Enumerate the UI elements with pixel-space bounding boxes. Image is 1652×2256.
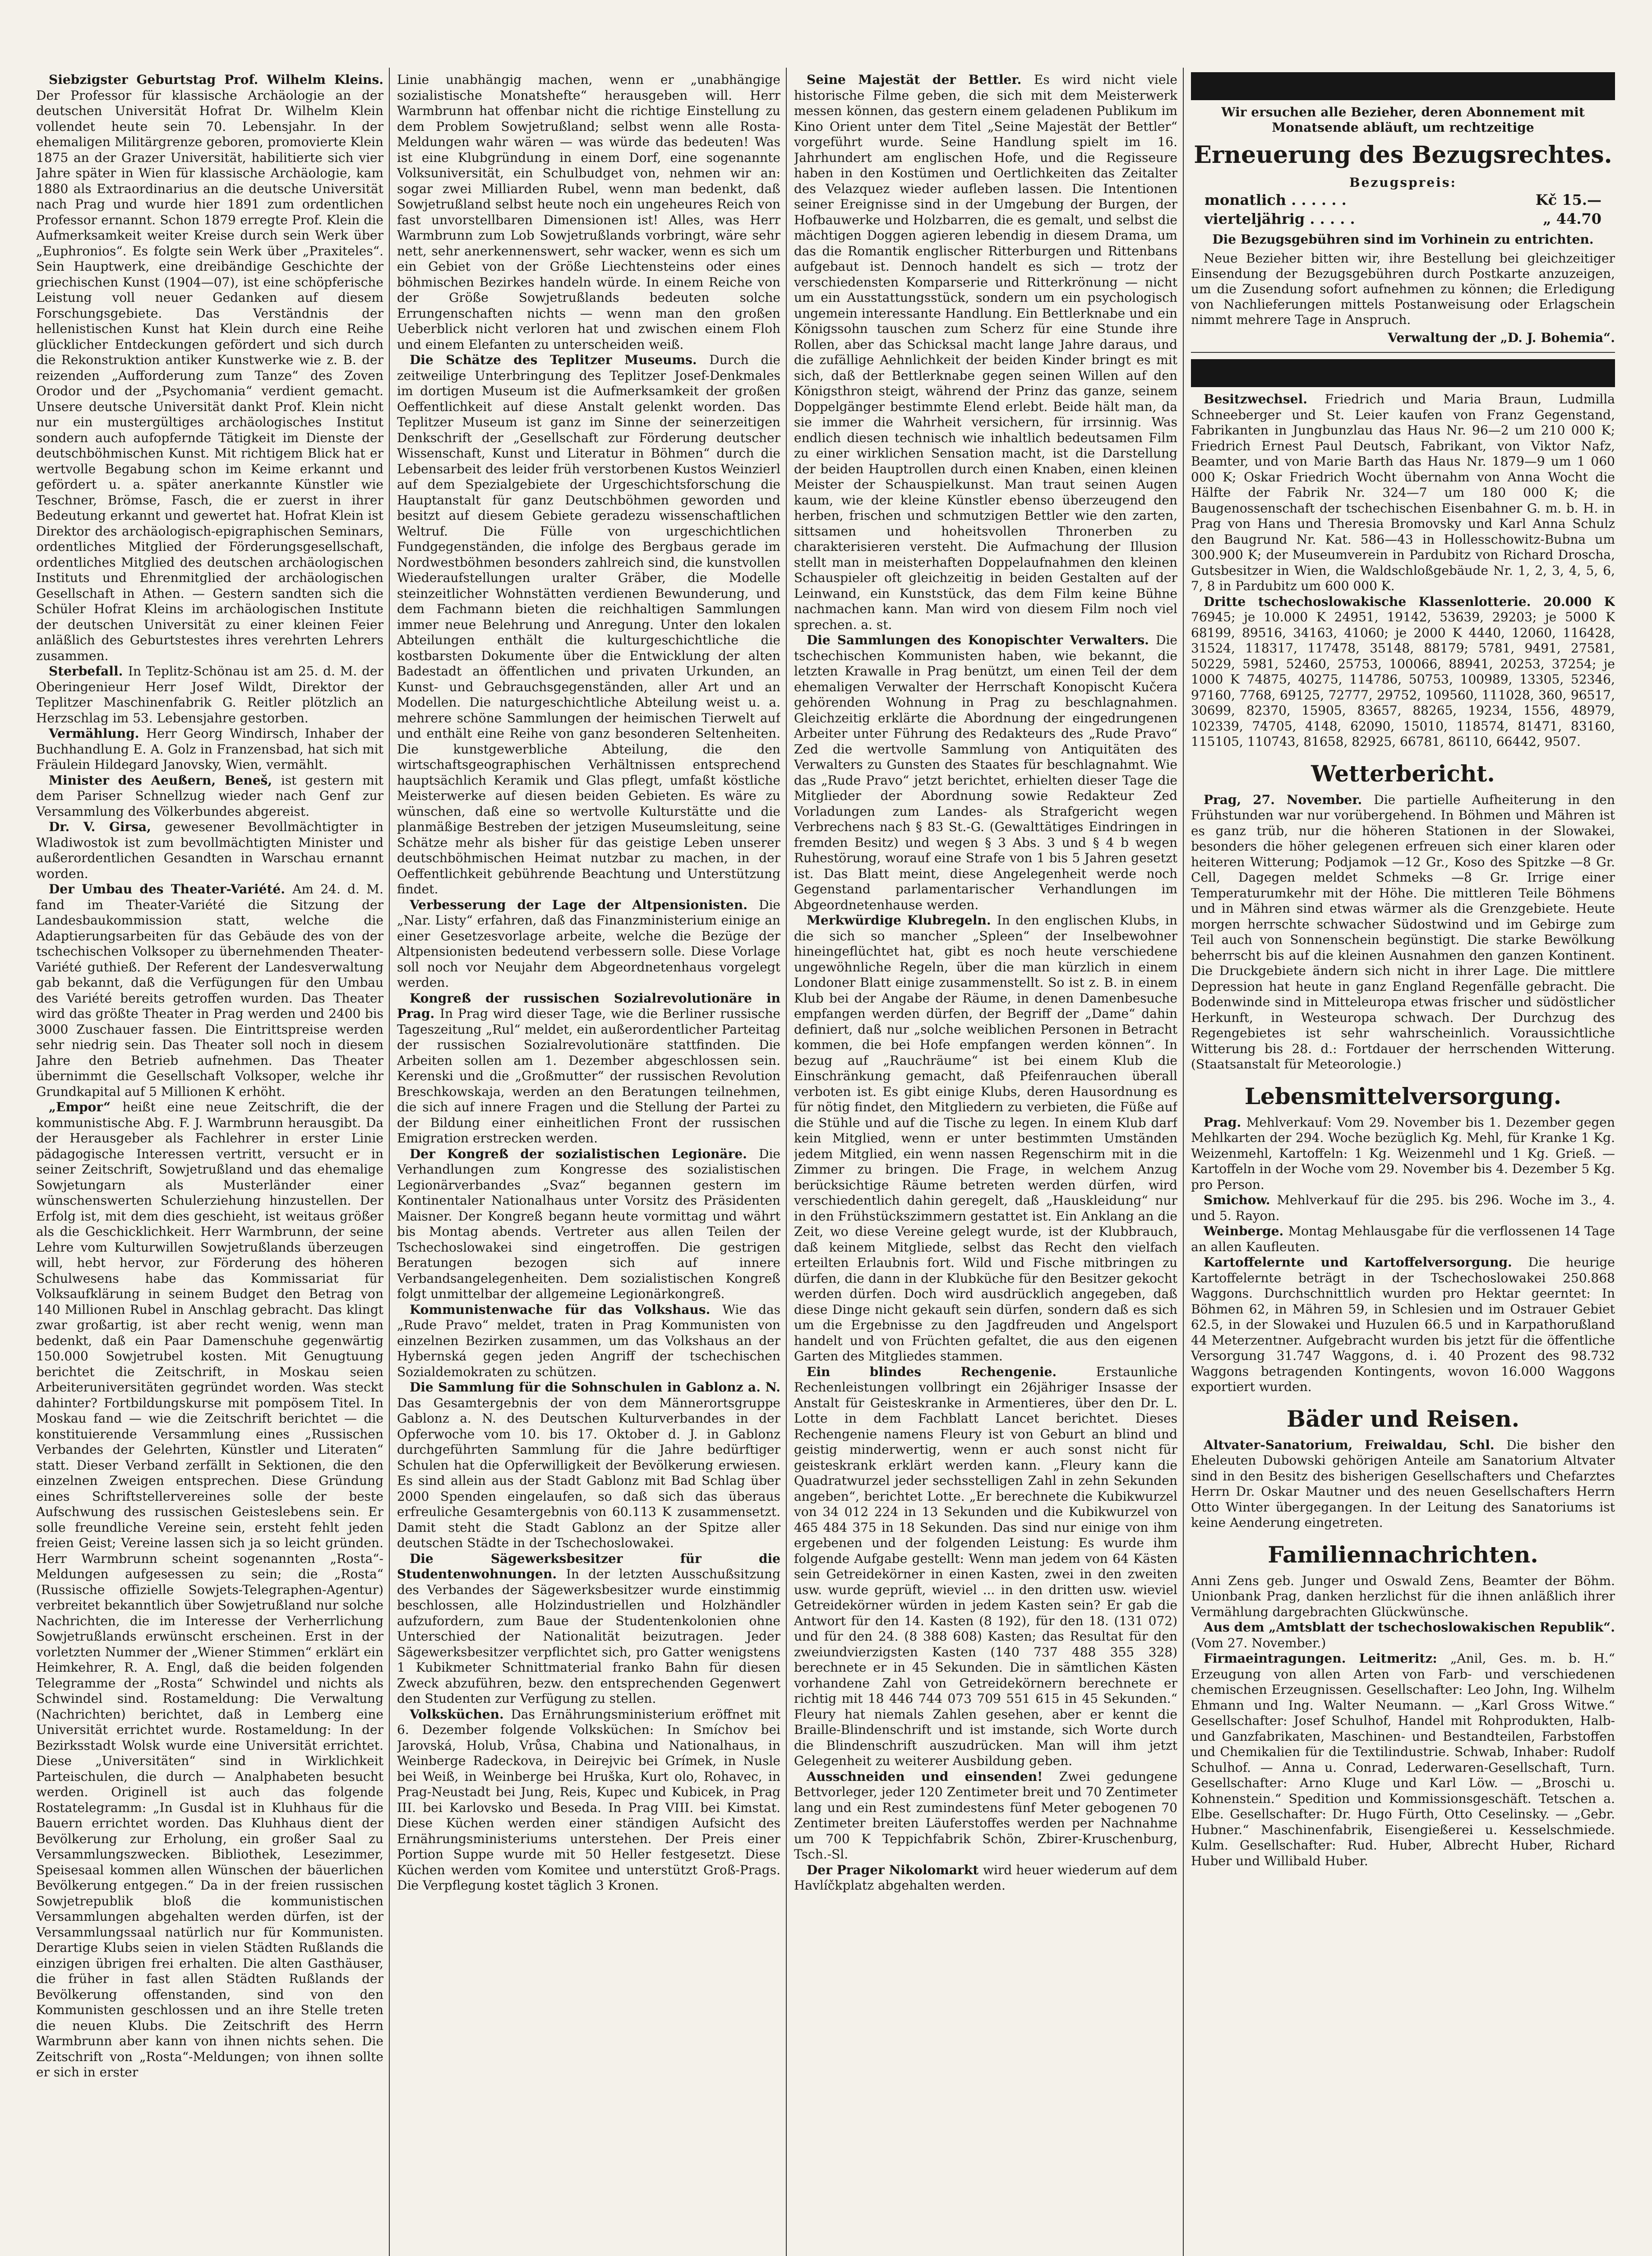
article-text: Wie das „Rude Pravo“ meldet, traten in Prag Kommunisten von einzelnen Bezirken zusammen, um das Volkshaus an der Hybernská gegen jeden Angriff der tschechischen Sozialdemokraten zu schützen.: [397, 1302, 780, 1379]
article-heading: Kommunistenwache für das Volkshaus.: [410, 1302, 723, 1317]
article-heading: Minister des Aeußern, Beneš,: [49, 772, 281, 788]
article-text: gewesener Bevollmächtigter in Wladiwostok ist zum bevollmächtigten Minister und außerordentlichen Gesandten in Warschau ernannt worden.: [36, 819, 383, 881]
article-text: Am 24. d. M. fand im Theater-Variété die Sitzung der Landesbaukommission statt, welche die Adaptierungsarbeiten für das Gebäude des von der tschechischen Volksoper zu übernehmenden Theater-Variété guthieß. Der Referent der Landesverwaltung gab bekannt, daß die Verfügungen für den Umbau des Variété bereits getroffen wurden. Das Theater wird das größte Theater in Prag werden und 2400 bis 3000 Zuschauer fassen. Die Eintrittspreise werden sehr niedrig sein. Das Theater soll noch in diesem Jahre den Betrieb aufnehmen. Das Theater übernimmt die Gesellschaft Volksoper, welche ihr Grundkapital auf 5 Millionen K erhöht.: [36, 882, 383, 1099]
article-text: wird heuer wiederum auf dem Havlíčkplatz abgehalten werden.: [794, 1862, 1177, 1893]
divider: [1191, 352, 1615, 353]
article-text: Die bisher den Eheleuten Dubowski gehörigen Anteile am Sanatorium Altvater sind in den Besitz des bisherigen Gesellschafters und Chefarztes Herrn Dr. Oskar Mautner und des neuen Gesellschafters Herrn Otto Winter übergegangen. In der Leitung des Sanatoriums ist keine Aenderung eingetreten.: [1191, 1437, 1615, 1530]
column-1: [36, 72, 383, 2256]
article-heading: Smichow.: [1204, 1193, 1277, 1207]
article-text: Zwei gedungene Bettvorleger, jeder 120 Zentimeter breit und 70 Zentimeter lang und ein Rest zumindestens fünf Meter gebogenen 70 Zentimeter breiten Läuferstoffes werden per Nachnahme um 700 K Teppichfabrik Schön, Zbirer-Kruschenburg, Tsch.-Sl.: [794, 1769, 1177, 1862]
article: [1191, 1573, 1615, 1620]
column-4-sections: [1191, 392, 1615, 1869]
article: [1191, 594, 1615, 750]
article: [397, 352, 780, 897]
notice-prepay: Die Bezugsgebühren sind im Vorhinein zu entrichten.: [1212, 232, 1594, 247]
article-text: In den englischen Klubs, in die sich so mancher „Spleen“ der Inselbewohner hineingeflüchtet hat, gibt es noch heute verschiedene ungewöhnliche Regeln, über die man kürzlich in einem Londoner Blatt einige zusammenstellt. So ist z. B. in einem Klub bei der Angabe der Räume, in denen Damenbesuche empfangen werden dürfen, der Begriff der „Dame“ dahin definiert, daß nur „solche weiblichen Personen in Betracht kommen, die bei Hofe empfangen werden können“. In bezug auf „Rauchräume“ ist bei einem Klub die Einschränkung gemacht, daß Pfeifenrauchen überall verboten ist. Es gibt einige Klubs, deren Hausordnung es für nötig findet, den Mitgliedern zu verbieten, die Füße auf die Stühle und auf die Tische zu legen. In einem Klub darf kein Mitglied, wenn er unter bestimmten Umständen jedem Mitglied, ein wenn nassen Regenschirm mit in die Zimmer zu bringen. Die Frage, in welchem Anzug berücksichtige Räume betreten werden dürfen, wird verschiedentlich dahin geregelt, daß „Hauskleidung“ nur in den Frühstückszimmern gestattet ist. Ein Anklang an die Zeit, wo diese Vereine gelegt wurde, ist der Klubbrauch, daß keinem Mitgliede, selbst das Recht den vielfach erteilten Erlaubnis fort. Wild und Fische mitbringen zu dürfen, die dann in der Klubküche für den Besitzer gekocht werden dürfen. Doch wird ausdrücklich angegeben, daß diese Dinge nicht gekauft sein dürfen, sondern daß es sich um die Ergebnisse zu den Jagdfreuden und Angelsport handelt und von Früchten gefaltet, die aus den eigenen Garten des Mitgliedes stammen.: [794, 913, 1177, 1364]
article-heading: Der Umbau des Theater-Variété.: [49, 882, 293, 897]
column-3: [794, 72, 1177, 2256]
article-text: Herr Georg Windirsch, Inhaber der Buchhandlung E. A. Golz in Franzensbad, hat sich mit Fräulein Hildegard Janovsky, Wien, vermählt.: [36, 726, 383, 772]
section-heading: Bäder und Reisen.: [1286, 1405, 1520, 1432]
section-heading: Wetterbericht.: [1311, 760, 1495, 787]
notice-title: Erneuerung des Bezugsrechtes.: [1194, 141, 1612, 169]
price-label: Bezugspreis:: [1349, 175, 1457, 190]
article-heading: „Empor“: [49, 1100, 123, 1114]
column-2: [397, 72, 780, 2256]
article-text: Durch die zeitweilige Unterbringung des Teplitzer Josef-Denkmales im dortigen Museum ist die Aufmerksamkeit der großen Oeffentlichkeit auf diese Anstalt gelenkt worden. Das Teplitzer Museum ist ganz im Sinne der seinerzeitigen Denkschrift der „Gesellschaft zur Förderung deutscher Wissenschaft, Kunst und Literatur in Böhmen“ durch die Lebensarbeit des leider früh verstorbenen Kustos Weinzierl auf dem Spezialgebiete der Urgeschichtsforschung die Hauptanstalt für ganz Deutschböhmen geworden und besitzt auf diesem Gebiete geradezu wissenschaftlichen Weltruf. Die Fülle von urgeschichtlichen Fundgegenständen, die infolge des Bergbaus gerade im Nordwestböhmen besonders zahlreich sind, die kunstvollen Wiederaufstellungen uralter Gräber, die Modelle steinzeitlicher Wohnstätten verdienen Bewunderung, und dem Fachmann bieten die reichhaltigen Sammlungen immer neue Belehrung und Anregung. Unter den lokalen Abteilungen enthält die kulturgeschichtliche die kostbarsten Dokumente über die Entwicklung der alten Badestadt an öffentlichen und privaten Urkunden, an Kunst- und Gebrauchsgegenständen, aller Art und an Modellen. Die naturgeschichtliche Abteilung weist u. a. mehrere schöne Sammlungen der heimischen Tierwelt auf und enthält eine Reihe von ganz besonderen Seltenheiten. Die kunstgewerbliche Abteilung, die den wirtschaftsgeographischen Verhältnissen entsprechend hauptsächlich Keramik und Glas pflegt, umfaßt köstliche Meisterwerke auf diesen beiden Gebieten. Es wäre zu wünschen, daß eine so wertvolle Kulturstätte und die planmäßige Bestreben der jetzigen Museumsleitung, seine Schätze mehr als bisher für das geistige Leben unserer deutschböhmischen Heimat nutzbar zu machen, in der Oeffentlichkeit gebührende Beachtung und Unterstützung findet.: [397, 352, 780, 897]
article-text: Friedrich und Maria Braun, Ludmilla Schneeberger und St. Leier kaufen von Franz Gegenstand, Fabrikanten in Jungbunzlau das Haus Nr. 96—2 um 210 000 K; Friedrich Ernest Paul Deutsch, Fabrikant, von Viktor Nafz, Beamter, und von Marie Barth das Haus Nr. 1879—9 um 1 060 000 K; Oskar Friedrich Wocht übernahm von Anna Wocht die Hälfte der Fabrik Nr. 324—7 um 180 000 K; die Baugenossenschaft der tschechischen Eisenbahner G. m. b. H. in Prag von Hans und Theresia Bromovsky und Karl Anna Schulz den Baugrund Nr. Kat. 586—43 in Hollesschowitz-Bubna um 300.900 K; der Museumverein in Pardubitz von Richard Droscha, Gutsbesitzer in Wien, die Waldschloßgebäude Nr. 1, 2, 3, 4, 5, 6, 7, 8 in Pardubitz um 600 000 K.: [1191, 392, 1615, 593]
article-text: In Prag wird dieser Tage, wie die Berliner russische Tageszeitung „Rul“ meldet, ein außerordentlicher Parteitag der russischen Sozialrevolutionäre stattfinden. Die Arbeiten sollen am 1. Dezember abgeschlossen sein. Kerenski und die „Großmutter“ der russischen Revolution Breschkowskaja, werden an den Beratungen teilnehmen, die sich auf innere Fragen und die Stellung der Partei zu der Bildung einer einheitlichen Front der russischen Emigration erstrecken werden.: [397, 1006, 780, 1146]
black-bar: [1191, 359, 1615, 387]
article: [397, 991, 780, 1146]
article-heading: Altvater-Sanatorium, Freiwaldau, Schl.: [1204, 1437, 1507, 1452]
black-bar: [1191, 72, 1615, 100]
article-heading: Dr. V. Girsa,: [49, 819, 165, 834]
article-text: ist gestern mit dem Pariser Schnellzug wieder nach Genf zur Versammlung des Völkerbundes abgereist.: [36, 772, 383, 819]
article-text: Montag Mehlausgabe für die verflossenen 14 Tage an allen Kaufleuten.: [1191, 1224, 1615, 1254]
article-text: Erstaunliche Rechenleistungen vollbringt ein 26jähriger Insasse der Anstalt für Geisteskranke in Armentieres, über den Dr. L. Lotte in dem Fachblatt Lancet berichtet. Dieses Rechengenie namens Fleury ist von Geburt an blind und geistig minderwertig, wenn er auch sonst nicht für geisteskrank erklärt werden kann. „Fleury kann die Quadratwurzel jeder sechsstelligen Zahl in zehn Sekunden angeben“, berichtet Lotte. „Er berechnete die Kubikwurzel von 34 012 224 in 13 Sekunden und die Kubikwurzel von 465 484 375 in 18 Sekunden. Das sind nur einige von ihm ergebenen und der folgenden Leistung: Es wurde ihm folgende Aufgabe gestellt: Wenn man jedem von 64 Kästen sein Getreidekörner in einen Kasten, zwei in den zweiten usw. wurde geprüft, wieviel ... in den dritten usw. wieviel Getreidekörner würden in jedem Kasten sein? Er gab die Antwort für den 14. Kasten (8 192), für den 18. (131 072) und für den 24. (8 388 608) Kasten; das Resultat für den zweiundvierzigsten Kasten (140 737 488 355 328) berechnete er in 45 Sekunden. Die in sämtlichen Kästen vorhandene Zahl von Getreidekörnern berechnete er richtig mit 18 446 744 073 709 551 615 in 45 Sekunden.“ Fleury hat niemals Zahlen gesehen, aber er kennt die Braille-Blindenschrift und ist imstande, sich Worte durch die Blindenschrift auszudrücken. Man will ihm jetzt Gelegenheit zu weiterer Ausbildung geben.: [794, 1364, 1177, 1768]
article: [1191, 1620, 1615, 1651]
article: [1191, 1651, 1615, 1869]
article-text: Der Professor für klassische Archäologie an der deutschen Universität Hofrat Dr. Wilhelm Klein vollendet heute sein 70. Lebensjahr. In der ehemaligen Militärgrenze geboren, promovierte Klein 1875 an der Grazer Universität, habilitierte sich vier Jahre später in Wien für klassische Archäologie, kam 1880 als Extraordinarius an die deutsche Universität nach Prag und wurde hier 1891 zum ordentlichen Professor ernannt. Schon 1879 erregte Prof. Klein die Aufmerksamkeit weiter Kreise durch sein Werk über „Euphronios“. Es folgte sein Werk über „Praxiteles“. Sein Hauptwerk, eine dreibändige Geschichte der griechischen Kunst (1904—07), ist eine schöpferische Leistung voll neuer Gedanken auf diesem Forschungsgebiete. Das Verständnis der hellenistischen Kunst hat Klein durch eine Reihe glücklicher Entdeckungen gefördert und sich durch die Rekonstruktion antiker Kunstwerke wie z. B. der reizenden „Aufforderung zum Tanze“ des Zoven Orodor und der „Psychomania“ verdient gemacht. Unsere deutsche Universität dankt Prof. Klein nicht nur ein mustergültiges archäologisches Institut sondern auch aufopfernde Tätigkeit im Dienste der deutschböhmischen Kunst. Mit richtigem Blick hat er wertvolle Begabung schon im Keime erkannt und gefördert u. a. später anerkannte Künstler wie Teschner, Brömse, Fasch, die er zuerst in ihrer Bedeutung erkannt und gewertet hat. Hofrat Klein ist Direktor des archäologisch-epigraphischen Seminars, ordentliches Mitglied der Förderungsgesellschaft, ordentliches Mitglied des deutschen archäologischen Instituts und Ehrenmitglied der archäologischen Gesellschaft in Athen. — Gestern sandten sich die Schüler Hofrat Kleins im archäologischen Institute der deutschen Universität zu einer kleinen Feier anläßlich des Geburtstestes ihres verehrten Lehrers zusammen.: [36, 88, 383, 663]
article-text: Anni Zens geb. Junger und Oswald Zens, Beamter der Böhm. Unionbank Prag, danken herzlichst für die ihnen anläßlich ihrer Vermählung dargebrachten Glückwünsche.: [1191, 1573, 1615, 1619]
price-row-label: monatlich . . . . . .: [1204, 191, 1347, 208]
article-heading: Siebzigster Geburtstag Prof. Wilhelm Kleins.: [49, 72, 383, 87]
article: [1191, 792, 1615, 1073]
article-text: Linie unabhängig machen, wenn er „unabhängige sozialistische Monatshefte“ herausgeben will. Herr Warmbrunn hat offenbar nicht die richtige Einstellung zu dem Problem Sowjetrußland; selbst wenn alle Rosta-Meldungen wahr wären — was würde das bedeuten! Was ist eine Klubgründung in einem Dorf, eine sogenannte Volksuniversität, ein Schulbudget von, nehmen wir an: sogar zwei Milliarden Rubel, wenn man bedenkt, daß Sowjetrußland selbst heute noch ein ungeheures Reich von fast unvorstellbaren Dimensionen ist! Alles, was Herr Warmbrunn zum Lob Sowjetrußlands vorbringt, wäre sehr nett, sehr anerkennenswert, sehr wacker, wenn es sich um ein Gebiet von der Größe Liechtensteins oder eines böhmischen Bezirkes handeln würde. In einem Reiche von der Größe Sowjetrußlands bedeuten solche Errungenschaften nichts — wenn man den großen Ueberblick nicht verloren hat und zwischen einem Floh und einem Elefanten zu unterscheiden weiß.: [397, 72, 780, 352]
article-heading: Die Sägewerksbesitzer für die Studentenwohnungen.: [397, 1551, 780, 1581]
article-text: Die Verhandlungen zum Kongresse des sozialistischen Legionärverbandes „Svaz“ begannen gestern im Kontinentaler Nationalhaus unter Vorsitz des Präsidenten Maisner. Der Kongreß begann heute vormittag und währt bis Montag abends. Vertreter aus allen Teilen der Tschechoslowakei sind eingetroffen. Die gestrigen Beratungen bezogen sich auf innere Verbandsangelegenheiten. Dem sozialistischen Kongreß folgt unmittelbar der allgemeine Legionärkongreß.: [397, 1146, 780, 1301]
subscription-notice: [1191, 105, 1615, 346]
article-heading: Vermählung.: [49, 726, 147, 741]
article: [397, 1146, 780, 1302]
price-row-value: „ 44.70: [1543, 210, 1601, 227]
article-heading: Verbesserung der Lage der Altpensionisten.: [410, 897, 759, 912]
article-heading: Prag.: [1204, 1114, 1246, 1130]
article-text: Das Gesamtergebnis der von dem Männerortsgruppe Gablonz a. N. des Deutschen Kulturverbandes in der Opferwoche vom 10. bis 17. Oktober d. J. in Gablonz durchgeführten Sammlung für die Jahre bedürftiger Schulen hat die Opferwilligkeit der Bevölkerung erwiesen. Es sind allein aus der Stadt Gablonz mit Bad Schlag über 2000 Spenden eingelaufen, so daß sich das überaus erfreuliche Gesamtergebnis von 60.113 K zusammensetzt. Damit steht die Stadt Gablonz an der Spitze aller deutschen Städte in der Tschechoslowakei.: [397, 1395, 780, 1550]
article-text: Es wird nicht viele historische Filme geben, die sich mit dem Meisterwerk messen können, das gestern einem geladenen Publikum im Kino Orient unter dem Titel „Seine Majestät der Bettler“ vorgeführt wurde. Seine Handlung spielt im 16. Jahrhundert am englischen Hofe, und die Regisseure haben in den Kostümen und Oertlichkeiten das Zeitalter des Velazquez wieder aufleben lassen. Die Intentionen seiner Ereignisse sind in der Umgebung der Burgen, der Hofbauwerke und Holzbarren, die es gemalt, und selbst die mächtigen Doggen agieren lebendig in diesem Drama, um das die Romantik englischer Ritterburgen und Rittenbans aufgebaut ist. Dennoch handelt es sich — trotz der verschiedensten Komparserie und Ritterkrönung — nicht um ein Ausstattungsstück, sondern um ein psychologisch ungemein interessante Handlung. Ein Bettlerknabe und ein Königssohn tauschen zum Scherz für eine Stunde ihre Rollen, aber das Schicksal macht lange Jahre daraus, und die zufällige Aehnlichkeit der beiden Kinder bringt es mit sich, daß der Bettlerknabe gegen seinen Willen auf den Königsthron steigt, während der Prinz das ganze, seinem Doppelgänger bestimmte Elend erlebt. Beide hält man, da sie immer die Wahrheit versichern, für irrsinnig. Was endlich diesen technisch wie inhaltlich bedeutsamen Film zu einer wirklichen Sensation macht, ist die Darstellung der beiden Hauptrollen durch einen Knaben, einen kleinen Meister der Schauspielkunst. Man traut seinen Augen kaum, wie der kleine Künstler ebenso überzeugend den herben, frischen und schmutzigen Bettler wie den zarten, sittsamen und hoheitsvollen Thronerben zu charakterisieren versteht. Die Aufmachung der Illusion stellt man in meisterhaften Doppelaufnahmen den kleinen Schauspieler oft gleichzeitig in beiden Gestalten auf der Leinwand, ein Kunststück, das dem Film keine Bühne nachmachen kann. Man wird von diesem Film noch viel sprechen. a. st.: [794, 72, 1177, 632]
article-heading: Ein blindes Rechengenie.: [807, 1364, 1096, 1379]
article-text: Mehlverkauf für die 295. bis 296. Woche im 3., 4. und 5. Rayon.: [1191, 1193, 1615, 1223]
article-text: In der letzten Ausschußsitzung des Verbandes der Sägewerksbesitzer wurde einstimmig beschlossen, alle Holzindustriellen und Holzhändler aufzufordern, zum Baue der Studentenkolonien ohne Unterschied der Nationalität beizutragen. Jeder Sägewerksbesitzer verpflichtet sich, pro Gatter wenigstens 1 Kubikmeter Schnittmaterial franko Bahn für diesen Zweck abzuführen, bezw. den entsprechenden Gegenwert den Studenten zur Verfügung zu stellen.: [397, 1567, 780, 1706]
article: [397, 1380, 780, 1551]
column-rule: [1183, 68, 1184, 2256]
article-text: Die heurige Kartoffelernte beträgt in der Tschechoslowakei 250.868 Waggons. Durchschnittlich wurden pro Hektar geerntet: In Böhmen 62, in Mähren 59, in Schlesien und im Ostrauer Gebiet 62.5, in der Slowakei und Huzulen 66.5 und in Karpathorußland 44 Meterzentner. Aufgebracht wurden bis jetzt für die öffentliche Versorgung 31.747 Waggons, d. i. 40 Prozent des 98.732 Waggons betragenden Kontingents, wovon 16.000 Waggons exportiert wurden.: [1191, 1255, 1615, 1394]
price-row-quarterly: [1191, 209, 1615, 228]
article-heading: Volksküchen.: [410, 1706, 511, 1722]
notice-signature: Verwaltung der „D. J. Bohemia“.: [1388, 330, 1615, 345]
article: [1191, 1438, 1615, 1531]
article: [1191, 392, 1615, 594]
price-row-label: vierteljährig . . . . .: [1204, 210, 1355, 227]
article: [36, 1100, 383, 2080]
article-heading: Der Kongreß der sozialistischen Legionäre.: [410, 1146, 759, 1161]
price-row-monthly: [1191, 190, 1615, 209]
article: [397, 1707, 780, 1894]
article: [794, 913, 1177, 1364]
article-text: Das Ernährungsministerium eröffnet mit 6. Dezember folgende Volksküchen: In Smíchov bei Jarovská, Holub, Vrůsa, Chabina und Nationalhaus, in Weinberge Radeckova, in Deirejvic bei Grímek, in Nusle bei Weiß, in Weinberge bei Hruška, Kurt olo, Rohavec, in Prag-Neustadt bei Jung, Reis, Kupec und Kubicek, in Prag III. bei Karlovsko und Beseda. In Prag VIII. bei Kimstat. Diese Küchen werden einer ständigen Aufsicht des Ernährungsministeriums unterstehen. Der Preis einer Portion Suppe wurde mit 50 Heller festgesetzt. Diese Küchen werden vom Komitee und unterstützt Groß-Prags. Die Verpflegung kostet täglich 3 Kronen.: [397, 1706, 780, 1893]
article: [397, 1302, 780, 1380]
article-heading: Kartoffelernte und Kartoffelversorgung.: [1204, 1255, 1528, 1270]
article: [397, 1551, 780, 1707]
article: [1191, 1255, 1615, 1395]
article: [794, 1364, 1177, 1769]
article-text: In Teplitz-Schönau ist am 25. d. M. der Oberingenieur Herr Josef Wildt, Direktor der Teplitzer Maschinenfabrik G. Reitler plötzlich an Herzschlag im 53. Lebensjahre gestorben.: [36, 664, 383, 726]
article: [36, 664, 383, 726]
section-heading: Lebensmittelversorgung.: [1244, 1082, 1562, 1110]
article-heading: Aus dem „Amtsblatt der tschechoslowakischen Republik“.: [1204, 1620, 1615, 1635]
article-heading: Ausschneiden und einsenden!: [807, 1769, 1059, 1784]
column-rule: [389, 68, 390, 2256]
article-text: Die partielle Aufheiterung in den Frühstunden war nur vorübergehend. In Böhmen und Mähren ist es ganz trüb, nur die höheren Stationen in der Slowakei, besonders die höher gelegenen erfreuen sich einer klaren oder heiteren Witterung; Podjamok —12 Gr., Koso des Spitzke —8 Gr. Cell, Dagegen meldet Schmeks —8 Gr. Irrige einer Temperaturumkehr mit der Höhe. Die mittleren Teile Böhmens und in Mähren sind etwas wärmer als die Grenzgebiete. Heute morgen herrschte schwacher Südostwind und im Gebirge zum Teil auch von Sonnenschein begünstigt. Die starke Bewölkung beherrscht bis auf die kleinen Ausnahmen den ganzen Kontinent. Die Druckgebiete ändern sich nicht in ihrer Lage. Die mittlere Depression hat heute in ganz England Regenfälle gebracht. Die Bodenwinde sind in Mitteleuropa etwas frischer und südöstlicher Herkunft, in Westeuropa schwach. Der Durchzug des Regengebietes ist sehr wahrscheinlich. Voraussichtliche Witterung bis 28. d.: Fortdauer der herrschenden Witterung. (Staatsanstalt für Meteorologie.): [1191, 792, 1615, 1072]
article-text: Die „Nar. Listy“ erfahren, daß das Finanzministerium einige an einer Gesetzesvorlage arbeite, welche die Bezüge der Altpensionisten bedeutend verbessern solle. Diese Vorlage soll noch vor Neujahr dem Abgeordnetenhaus vorgelegt werden.: [397, 897, 780, 990]
article: [36, 773, 383, 820]
article-text: (Vom 27. November.): [1191, 1635, 1326, 1650]
article-heading: Kongreß der russischen Sozialrevolutionäre in Prag.: [397, 990, 780, 1021]
article-heading: Weinberge.: [1204, 1224, 1288, 1239]
article: [36, 72, 383, 664]
column-4: [1191, 72, 1615, 2256]
article-heading: Firmaeintragungen. Leitmeritz:: [1204, 1651, 1450, 1666]
article-heading: Merkwürdige Klubregeln.: [807, 913, 997, 928]
article-text: Die tschechischen Kommunisten haben, wie bekannt, die letzten Krawalle in Prag benützt, um einen Teil der dem ehemaligen Verwalter der Herrschaft Konopischt Kučera gehörenden Wohnung in Prag zu beschlagnahmen. Gleichzeitig erklärte die Abordnung der eingedrungenen Arbeiter unter Führung des Redakteurs des „Rude Pravo“ Zed die wertvolle Sammlung von Antiquitäten des Verwalters zu Gunsten des Staates für beschlagnahmt. Wie das „Rude Pravo“ jetzt berichtet, erhielten dieser Tage die Mitglieder der Abordnung sowie Redakteur Zed Vorladungen zum Landes- als Strafgericht wegen Verbrechens nach § 83 St.-G. (Gewalttätiges Eindringen in fremden Besitz) und wegen § 3 Abs. 3 und § 4 b wegen Ruhestörung, worauf eine Strafe von 1 bis 5 Jahren gesetzt ist. Das Blatt meint, diese Angelegenheit werde noch Gegenstand parlamentarischer Verhandlungen im Abgeordnetenhause werden.: [794, 633, 1177, 912]
article-heading: Die Sammlung für die Sohnschulen in Gablonz a. N.: [410, 1380, 780, 1395]
column-rule: [786, 68, 787, 2256]
article-heading: Die Schätze des Teplitzer Museums.: [410, 352, 710, 367]
article: [794, 72, 1177, 633]
notice-top: Wir ersuchen alle Bezieher, deren Abonnement mit Monatsende abläuft, um rechtzeitige: [1221, 105, 1585, 135]
article: [794, 1769, 1177, 1863]
article-text: „Anil, Ges. m. b. H.“ Erzeugung von allen Arten von Farb- und verschiedenen chemischen Erzeugnissen. Gesellschafter: Leo John, Ing. Wilhelm Ehmann und Ing. Walter Neumann. — „Karl Gross Witwe.“ Gesellschafter: Josef Schulhof, Handel mit Rohprodukten, Halb- und Ganzfabrikaten, Maschinen- und Bestandteilen, Farbstoffen und Chemikalien für die Textilindustrie. Schwab, Inhaber: Rudolf Schulhof. — Anna u. Conrad, Lederwaren-Gesellschaft, Turn. Gesellschafter: Arno Kluge und Karl Löw. — „Broschi u. Kohnenstein.“ Spedition und Kommissionsgeschäft. Tetschen a. Elbe. Gesellschafter: Dr. Hugo Fürth, Otto Ceselinsky. — „Gebr. Hubner.“ Maschinenfabrik, Eisengießerei u. Kesselschmiede. Kulm. Gesellschafter: Rud. Huber, Albrecht Huber, Richard Huber und Willibald Huber.: [1191, 1651, 1615, 1868]
article-heading: Dritte tschechoslowakische Klassenlotterie. 20.000 K: [1204, 594, 1615, 609]
article-heading: Die Sammlungen des Konopischter Verwalters.: [807, 633, 1156, 647]
article-heading: Seine Majestät der Bettler.: [807, 72, 1034, 87]
article: [397, 897, 780, 991]
article-heading: Der Prager Nikolomarkt: [807, 1862, 983, 1877]
article-heading: Besitzwechsel.: [1204, 392, 1325, 407]
article: [1191, 1224, 1615, 1255]
article-text: 76945; je 10.000 K 24951, 19142, 53639, 29203; je 5000 K 68199, 89516, 34163, 41060; je 2000 K 4440, 12060, 116428, 31524, 118317, 117478, 35148, 88179; 5781, 9491, 27581, 50229, 5981, 52460, 25753, 100066, 88941, 20253, 37254; je 1000 K 74875, 40275, 114786, 50753, 100989, 13305, 52346, 97160, 7768, 69125, 72777, 29752, 109560, 111028, 360, 96517, 30699, 82370, 15905, 83657, 88265, 19234, 1556, 48979, 102339, 74705, 4148, 62090, 15010, 118574, 81471, 83160, 115105, 110743, 81658, 82925, 66781, 86110, 66442, 9507.: [1191, 610, 1615, 749]
price-row-value: Kč 15.—: [1535, 191, 1601, 208]
article: [36, 726, 383, 773]
article: [1191, 1193, 1615, 1224]
article: [794, 1863, 1177, 1894]
section-heading: Familiennachrichten.: [1268, 1541, 1538, 1568]
article: [397, 72, 780, 352]
article-heading: Prag, 27. November.: [1204, 792, 1374, 807]
article: [36, 882, 383, 1100]
notice-body: Neue Bezieher bitten wir, ihre Bestellung bei gleichzeitiger Einsendung der Bezugsgebühren durch Postkarte anzuzeigen, um die Zusendung sofort aufnehmen zu können; die Erledigung von Nachlieferungen mittels Postanweisung oder Erlagschein nimmt mehrere Tage in Anspruch.: [1191, 251, 1615, 327]
article-text: Mehlverkauf: Vom 29. November bis 1. Dezember gegen Mehlkarten der 294. Woche bezüglich Kg. Mehl, für Kranke 1 Kg. Weizenmehl, Kartoffeln: 1 Kg. Weizenmehl und 1 Kg. Grieß. — Kartoffeln in der Woche vom 29. November bis 4. Dezember 5 Kg. pro Person.: [1191, 1114, 1615, 1192]
article-text: heißt eine neue Zeitschrift, die der kommunistische Abg. F. J. Warmbrunn herausgibt. Da der Herausgeber als Fachlehrer in erster Linie pädagogische Interessen vertritt, versucht er in seiner Zeitschrift, Sowjetrußland und das ehemalige Sowjetungarn als Musterländer einer wünschenswerten Schulerziehung hinzustellen. Der Erfolg ist, mit dem dies geschieht, ist weitaus größer als die Geschicklichkeit. Herr Warmbrunn, der seine Lehre vom Kulturwillen Sowjetrußlands überzeugen will, hebt hervor, zur Förderung des höheren Schulwesens habe das Kommissariat für Volksaufklärung in seinem Budget den Betrag von 140 Millionen Rubel in Anschlag gebracht. Das klingt zwar großartig, ist aber recht wenig, wenn man bedenkt, daß ein Paar Damenschuhe gegenwärtig 150.000 Sowjetrubel kosten. Mit Genugtuung berichtet die Zeitschrift, in Moskau seien Arbeiteruniversitäten gegründet worden. Was steckt dahinter? Fortbildungskurse mit pompösem Titel. In Moskau fand — wie die Zeitschrift berichtet — die konstituierende Versammlung eines „Russischen Verbandes der Gelehrten, Künstler und Literaten“ statt. Dieser Verband zerfällt in Sektionen, die den einzelnen Zweigen entsprechen. Diese Gründung eines Schriftstellervereines solle der beste Aufschwung des russischen Geisteslebens sein. Er solle freundliche Vereine sein, ersteht fehlt jeden freien Geist; Vereine lassen sich ja so leicht gründen. Herr Warmbrunn scheint sogenannten „Rosta“-Meldungen aufgesessen zu sein; die „Rosta“ (Russische offizielle Sowjets-Telegraphen-Agentur) verbreitet bekanntlich über Sowjetrußland nur solche Nachrichten, die im Interesse der Verherrlichung Sowjetrußlands erwünscht erscheinen. Erst in der vorletzten Nummer der „Wiener Stimmen“ erklärt ein Heimkehrer, R. A. Engl, daß die beiden folgenden Telegramme der „Rosta“ Schwindel und nichts als Schwindel sind. Rostameldung: Die Verwaltung (Nachrichten) berichtet, daß in Lemberg eine Universität errichtet wurde. Rostameldung: In der Bezirksstadt Wolsk wurde eine Universität errichtet. Diese „Universitäten“ sind in Wirklichkeit Parteischulen, die durch — Analphabeten besucht werden. Originell ist auch das folgende Rostatelegramm: „In Gusdal ist in Kluhhaus für die Bauern errichtet worden. Das Kluhhaus dient der Bevölkerung zur Erholung, ein großer Saal zu Versammlungszwecken. Bibliothek, Lesezimmer, Speisesaal kommen allen Wünschen der bäuerlichen Bevölkerung entgegen.“ Da in der freien russischen Sowjetrepublik bloß die kommunistischen Versammlungen abgehalten werden dürfen, ist der Versammlungssaal natürlich nur für Kommunisten. Derartige Klubs seien in vielen Städten Rußlands die einzigen übrigen frei erhalten. Die alten Gasthäuser, die früher in fast allen Städten Rußlands der Bevölkerung offenstanden, sind von den Kommunisten geschlossen und an ihre Stelle treten die neuen Klubs. Die Zeitschrift des Herrn Warmbrunn aber kann von ihnen nichts sehen. Die Zeitschrift von „Rosta“-Meldungen; von ihnen sollte er sich in erster: [36, 1100, 383, 2080]
article-heading: Sterbefall.: [49, 664, 128, 679]
article: [794, 633, 1177, 913]
article: [1191, 1115, 1615, 1193]
article: [36, 819, 383, 882]
